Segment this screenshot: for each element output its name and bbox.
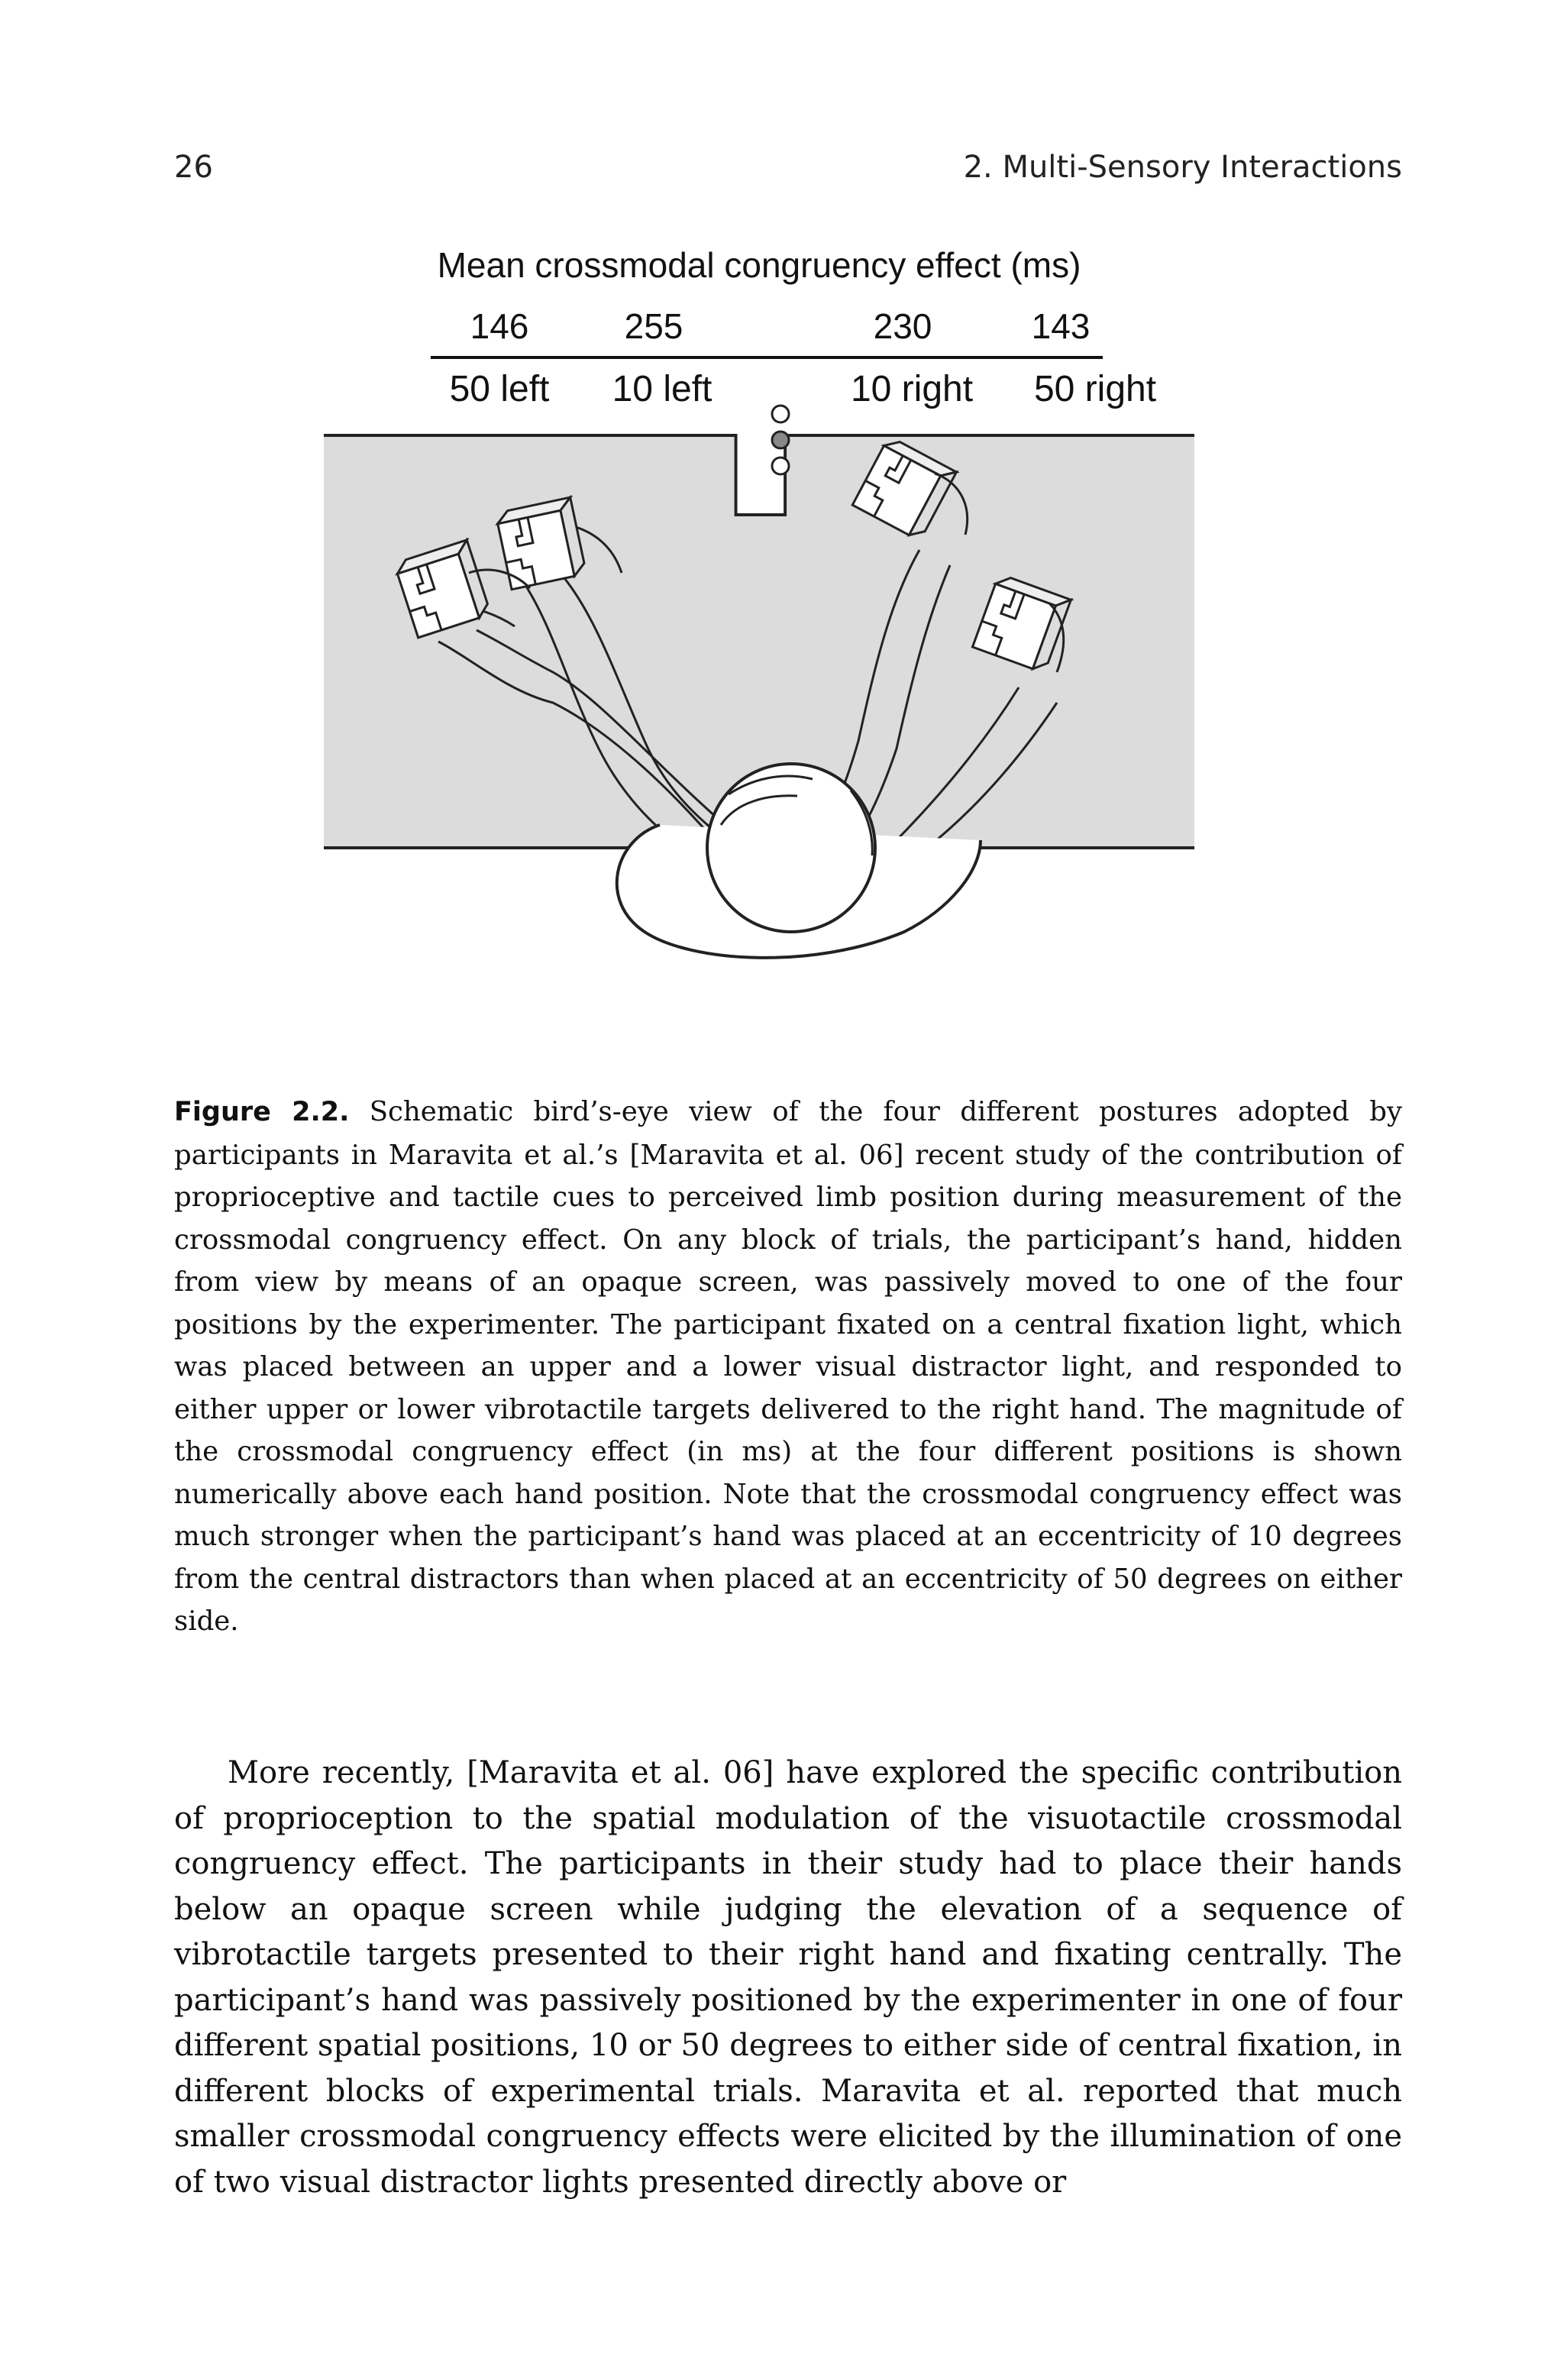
figure-title: Mean crossmodal congruency effect (ms) [437,245,1081,285]
effect-value-10-right: 230 [873,306,932,346]
lower-distractor-light [772,458,789,474]
figure-crossmodal-postures [324,244,1194,1031]
chapter-title: 2. Multi-Sensory Interactions [963,150,1402,185]
upper-distractor-light [772,406,789,422]
position-label-50-right: 50 right [1033,369,1157,409]
effect-value-50-left: 146 [470,306,529,346]
position-label-10-left: 10 left [612,369,713,409]
position-label-10-right: 10 right [850,369,974,409]
position-label-50-left: 50 left [449,369,550,409]
caption-text: Schematic bird’s-eye view of the four different postures adopted by participants in Maravita et al.’s [Maravita et al. 06] recent study of the contribution of proprioceptive and tactile cues to perceived limb position during measurement of the crossmodal congruency effect. On any block of trials, the participant’s hand, hidden from view by means of an opaque screen, was passively moved to one of the four positions by the experimenter. The participant fixated on a central fixation light, which was placed between an upper and a lower visual distractor light, and responded to either upper or lower vibrotactile targets delivered to the right hand. The magnitude of the crossmodal congruency effect (in ms) at the four different positions is shown numerically above each hand position. Note that the crossmodal congruency effect was much stronger when the participant’s hand was placed at an eccentricity of 10 degrees from the central distractors than when placed at an eccentricity of 50 degrees on either side. [174,1096,1402,1637]
fixation-light [772,432,789,448]
figure-rule [431,356,1103,359]
posture-illustration [324,244,1194,1031]
caption-label: Figure 2.2. [174,1097,350,1127]
effect-value-10-left: 255 [624,306,683,346]
page-number: 26 [174,150,213,185]
figure-caption [174,1091,1402,1643]
cube-10-left [496,497,586,590]
effect-value-50-right: 143 [1031,306,1091,346]
head [707,764,875,932]
running-head [174,150,1402,196]
body-paragraph: More recently, [Maravita et al. 06] have explored the specific contribution of proprioception to the spatial modulation of the visuotactile crossmodal congruency effect. The participants in their study had to place their hands below an opaque screen while judging the elevation of a sequence of vibrotactile targets presented to their right hand and fixating centrally. The participant’s hand was passively positioned by the experimenter in one of four different spatial positions, 10 or 50 degrees to either side of central fixation, in different blocks of experimental trials. Maravita et al. reported that much smaller crossmodal congruency effects were elicited by the illumination of one of two visual distractor lights presented directly above or [174,1755,1402,2200]
